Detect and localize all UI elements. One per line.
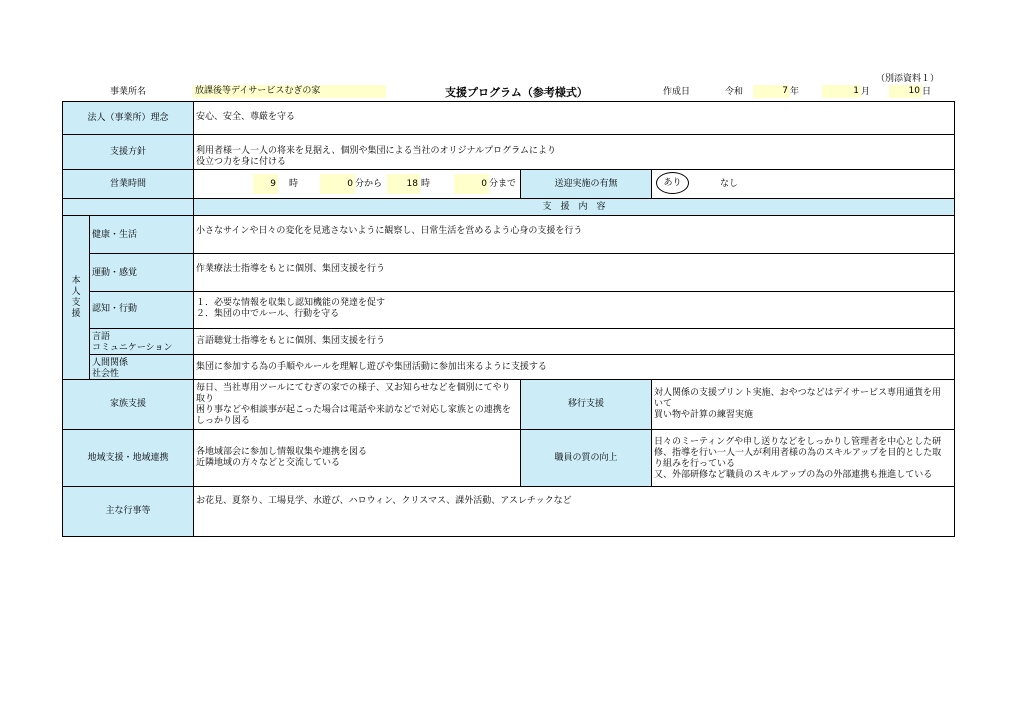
community-support-value[interactable] [193, 429, 521, 487]
hours-label: 営業時間 [62, 169, 194, 199]
cognition-behavior-line: １．必要な情報を収集し認知機能の発達を促す [196, 298, 386, 308]
cognition-behavior-label-text: 認知・行動 [92, 304, 138, 314]
motor-sensory-label [89, 253, 194, 292]
month-field[interactable]: 1 [822, 85, 861, 98]
family-support-line: 毎日、当社専用ツールにてむぎの家での様子、又お知らせなどを個別にてやり [196, 383, 511, 393]
policy-value[interactable] [193, 134, 955, 170]
language-communication-line: 言語聴覚士指導をもとに個別、集団支援を行う [196, 336, 386, 346]
social-relations-value[interactable] [193, 354, 955, 380]
cognition-behavior-line: ２．集団の中でルール、行動を守る [196, 309, 340, 319]
transport-cell [651, 169, 955, 199]
staff-quality-line: 日々のミーティングや申し送りなどをしっかりし管理者を中心とした研 [654, 437, 942, 447]
office-name-field[interactable]: 放課後等デイサービスむぎの家 [193, 85, 386, 98]
personal-support-char: 支 [71, 297, 81, 308]
day-unit: 日 [922, 87, 932, 97]
support-header-spacer [62, 198, 194, 216]
social-relations-label-text: 人間関係 [92, 358, 129, 368]
office-name-label: 事業所名 [110, 87, 147, 97]
transition-support-line: いて [654, 399, 673, 409]
transition-support-value[interactable] [651, 379, 955, 430]
year-unit: 年 [790, 87, 800, 97]
policy-label: 支援方針 [62, 134, 194, 170]
health-life-line: 小さなサインや日々の変化を見逃さないように観察し、日常生活を営めるよう心身の支援を行う [196, 226, 583, 236]
community-support-label: 地域支援・地域連携 [62, 429, 194, 487]
era-label: 令和 [725, 87, 744, 97]
motor-sensory-line: 作業療法士指導をもとに個別、集団支援を行う [196, 264, 386, 274]
staff-quality-line: り組みを行っている [654, 459, 736, 469]
staff-quality-value[interactable] [651, 429, 955, 487]
family-support-line: 取り [196, 394, 215, 404]
motor-sensory-label-text: 運動・感覚 [92, 268, 138, 278]
month-unit: 月 [861, 87, 871, 97]
family-support-value[interactable] [193, 379, 521, 430]
language-communication-label [89, 328, 194, 355]
transition-support-line: 対人関係の支援プリント実施、おやつなどはデイサービス専用通貨を用 [654, 388, 942, 398]
health-life-label-text: 健康・生活 [92, 230, 138, 240]
policy-line: 利用者様一人一人の将来を見据え、個別や集団による当社のオリジナルプログラムにより [196, 146, 557, 156]
family-support-line: しっかり図る [196, 416, 251, 426]
events-value[interactable]: お花見、夏祭り、工場見学、水遊び、ハロウィン、クリスマス、課外活動、アスレチックなど [193, 486, 955, 537]
hour-unit-start: 時 [289, 179, 299, 189]
family-support-line: 困り事などや相談事が起こった場合は電話や来訪などで対応し家族との連携を [196, 405, 511, 415]
year-field[interactable]: 7 [753, 85, 790, 98]
health-life-value[interactable] [193, 215, 955, 254]
created-date-label: 作成日 [663, 87, 691, 97]
community-support-line: 各地域部会に参加し情報収集や連携を図る [196, 447, 368, 457]
personal-support-char: 人 [71, 286, 81, 297]
personal-support-char: 援 [71, 308, 81, 319]
cognition-behavior-label [89, 291, 194, 329]
community-support-line: 近隣地域の方々などと交流している [196, 458, 341, 468]
cognition-behavior-value[interactable] [193, 291, 955, 329]
until-label: 分まで [489, 179, 517, 189]
philosophy-value[interactable]: 安心、安全、尊厳を守る [193, 101, 955, 135]
transition-support-line: 買い物や計算の練習実施 [654, 410, 754, 420]
transition-support-label: 移行支援 [520, 379, 652, 430]
personal-support-label [62, 215, 90, 380]
end-hour-field[interactable]: 18 [387, 174, 420, 194]
hour-unit-end: 時 [421, 179, 431, 189]
policy-line: 役立つ力を身に付ける [196, 157, 287, 167]
start-minute-field[interactable]: 0 [320, 174, 355, 194]
from-label: 分から [355, 179, 383, 189]
attachment-note: （別添資料１） [876, 74, 940, 84]
language-communication-label-text: コミュニケーション [92, 343, 173, 353]
transport-no-option[interactable]: なし [720, 179, 739, 189]
social-relations-label [89, 354, 194, 380]
language-communication-label-text: 言語 [92, 332, 111, 342]
social-relations-line: 集団に参加する為の手順やルールを理解し遊びや集団活動に参加出来るように支援する [196, 362, 547, 372]
end-minute-field[interactable]: 0 [454, 174, 489, 194]
motor-sensory-value[interactable] [193, 253, 955, 292]
page-title: 支援プログラム（参考様式） [445, 86, 588, 99]
events-label: 主な行事等 [62, 486, 194, 537]
start-hour-field[interactable]: 9 [253, 174, 278, 194]
social-relations-label-text: 社会性 [92, 369, 120, 379]
staff-quality-label: 職員の質の向上 [520, 429, 652, 487]
staff-quality-line: 又、外部研修など職員のスキルアップの為の外部連携も推進している [654, 470, 933, 480]
philosophy-label: 法人（事業所）理念 [62, 101, 194, 135]
transport-label: 送迎実施の有無 [520, 169, 652, 199]
staff-quality-line: 修、指導を行い一人一人が利用者様の為のスキルアップを目的とした取 [654, 448, 942, 458]
personal-support-char: 本 [71, 275, 81, 286]
transport-yes-option[interactable]: あり [656, 172, 689, 194]
day-field[interactable]: 10 [889, 85, 922, 98]
support-content-header: 支 援 内 容 [193, 198, 955, 216]
health-life-label [89, 215, 194, 254]
language-communication-value[interactable] [193, 328, 955, 355]
family-support-label: 家族支援 [62, 379, 194, 430]
